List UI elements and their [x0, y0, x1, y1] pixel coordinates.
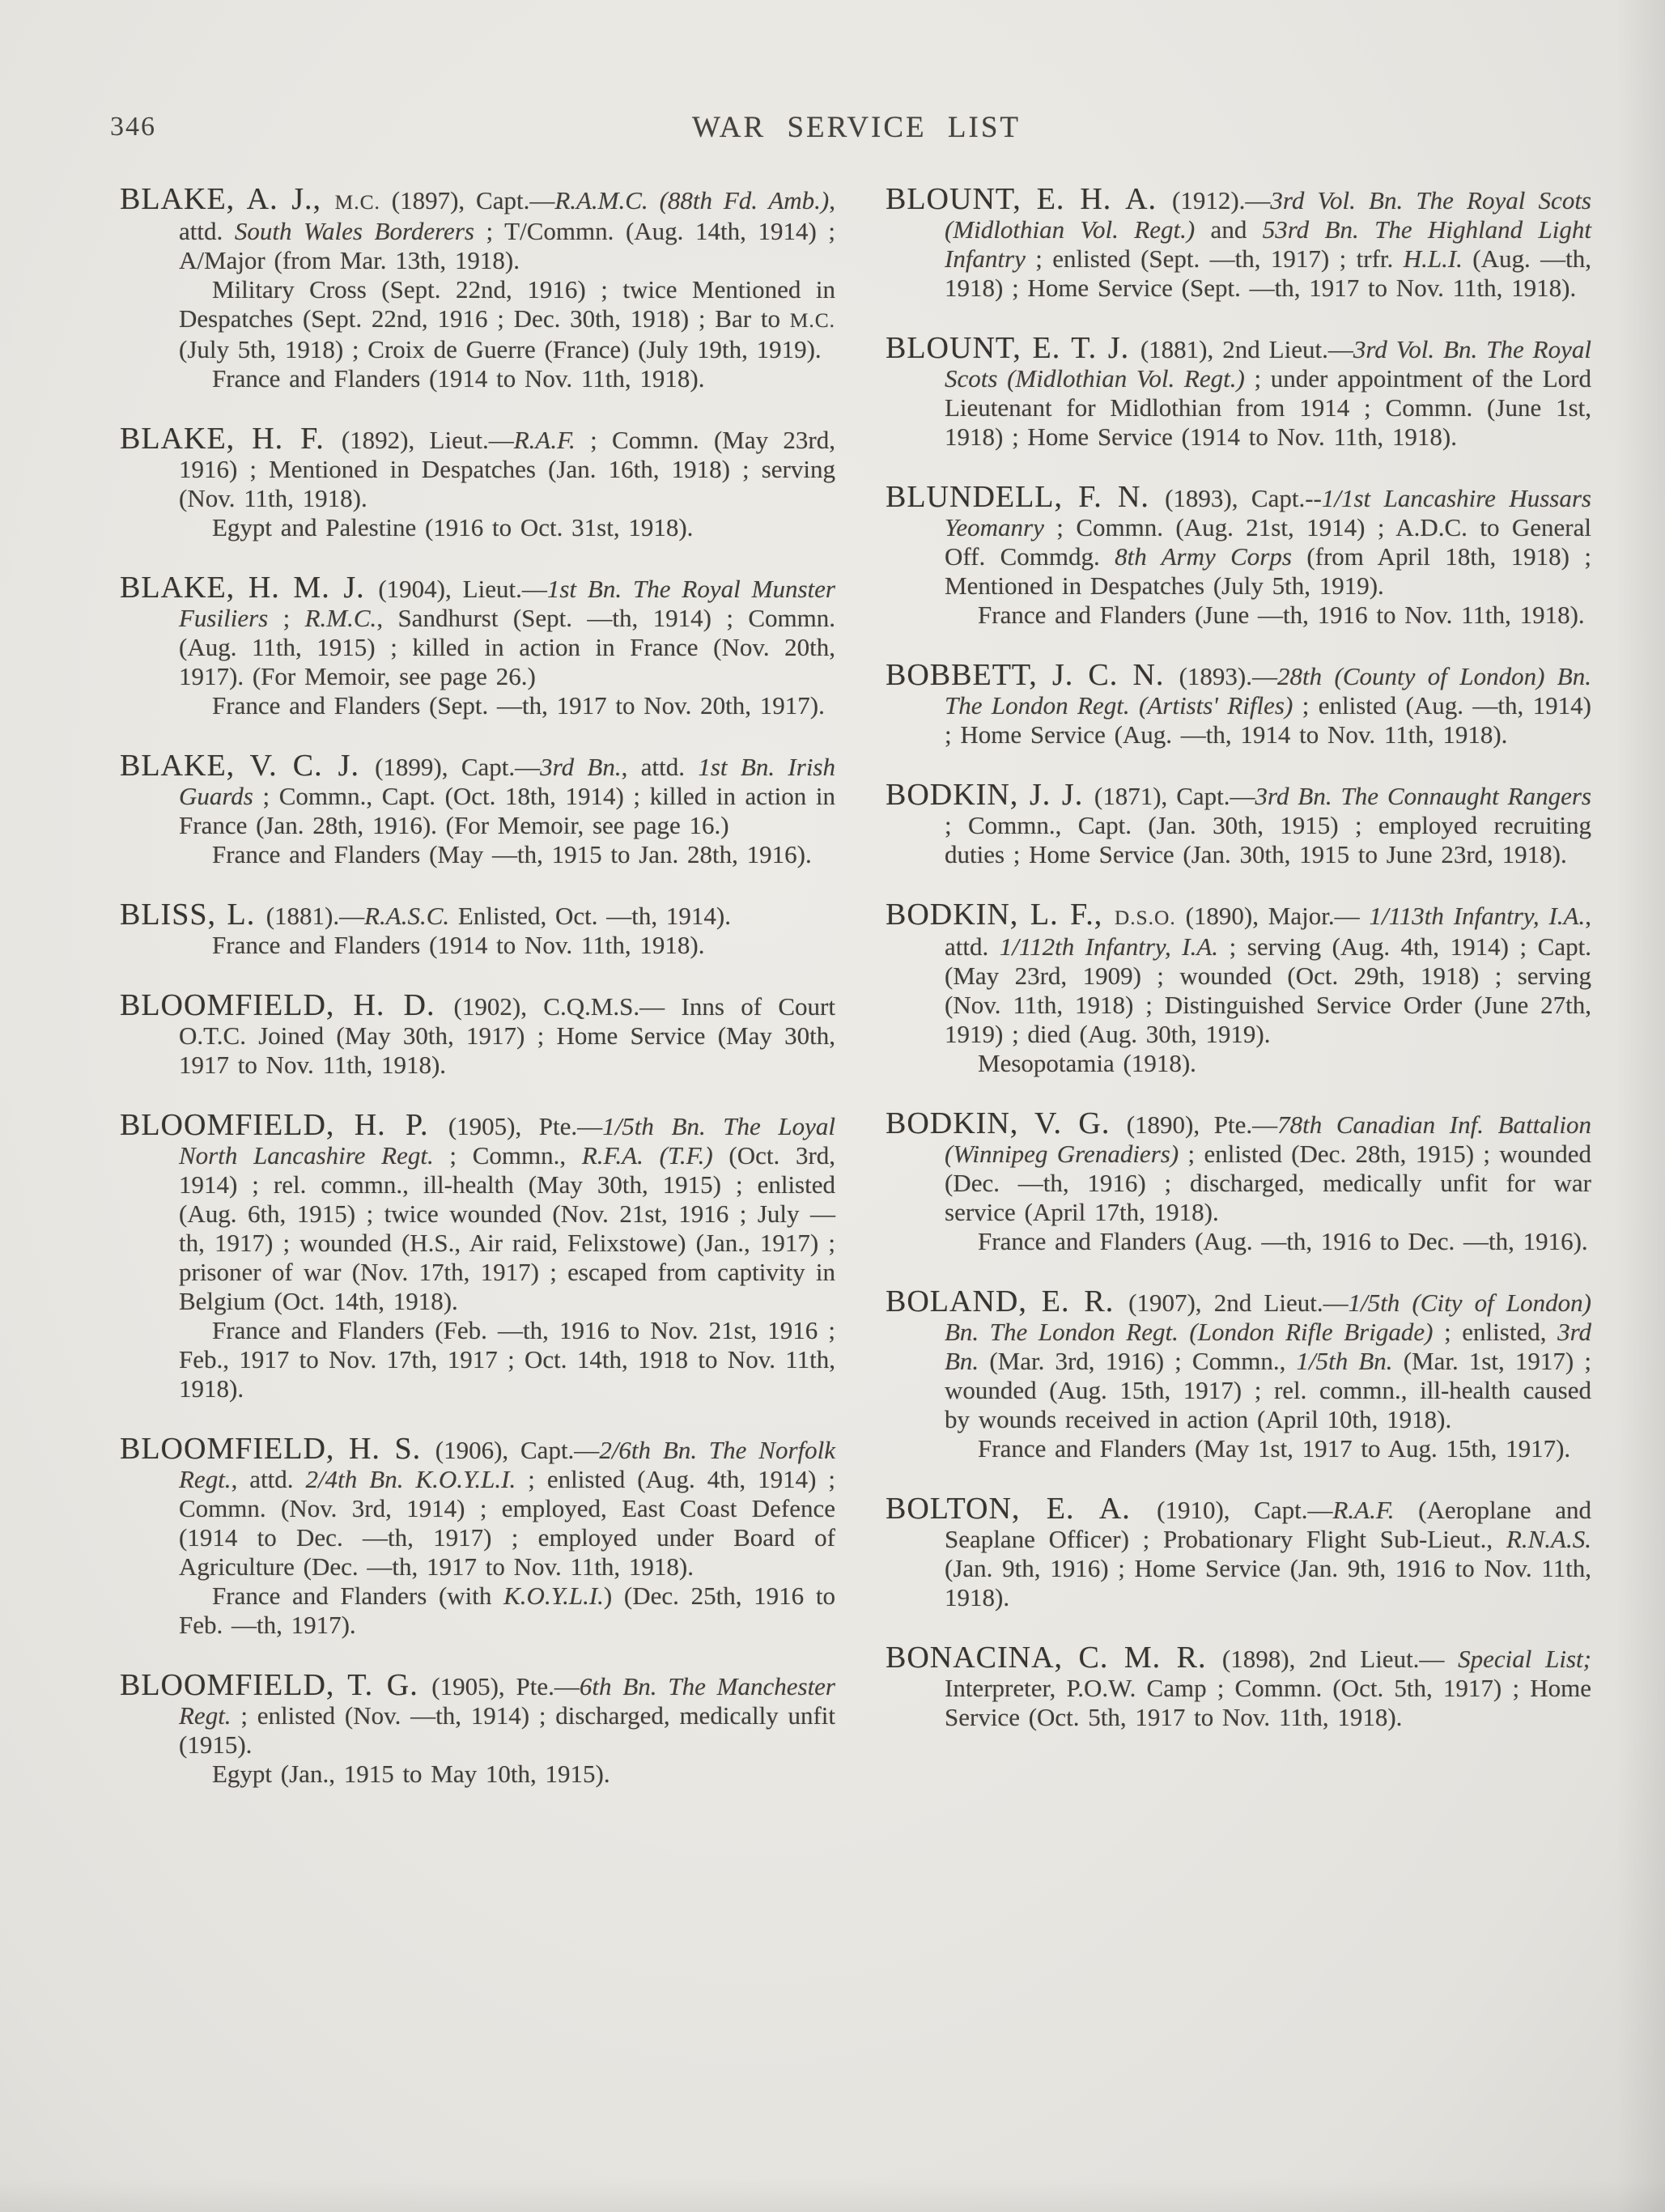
- service-entry: [886, 780, 1591, 869]
- unit-name-italic: Special List;: [1458, 1645, 1591, 1673]
- service-entry: [886, 482, 1591, 630]
- text-segment: Enlisted, Oct. —th, 1914).: [449, 902, 731, 930]
- service-entry: [886, 333, 1591, 452]
- unit-name-italic: 28th (County of London) Bn. The London Regt. (Artists' Rifles): [945, 662, 1591, 720]
- text-segment: (1905), Pte.—: [431, 1672, 580, 1700]
- text-segment: ; Commn.,: [433, 1141, 582, 1170]
- text-segment: ; enlisted (Aug. —th, 1914) ; Home Service (Aug. —th, 1914 to Nov. 11th, 1918).: [945, 691, 1592, 749]
- unit-name-italic: 8th Army Corps: [1115, 542, 1292, 571]
- service-entry: [120, 988, 835, 1080]
- text-segment: (July 5th, 1918) ; Croix de Guerre (France) (July 19th, 1919).: [179, 335, 822, 363]
- decoration-abbrev: D.S.O.: [1114, 906, 1176, 929]
- page-title: WAR SERVICE LIST: [691, 111, 1022, 144]
- person-name: BOLAND, E. R.: [886, 1284, 1129, 1318]
- right-column: [886, 182, 1592, 1763]
- text-segment: ;: [268, 604, 305, 632]
- text-segment: ; Commn. (May 23rd, 1916) ; Mentioned in Despatches (Jan. 16th, 1918) ; serving (Nov. 11th, 1918).: [179, 426, 835, 512]
- text-segment: ; under appointment of the Lord Lieutenant for Midlothian from 1914 ; Commn. (June 1st, 1918) ; Home Service (1914 to Nov. 11th, 1918).: [945, 364, 1591, 451]
- page-number: 346: [110, 112, 156, 142]
- person-name: BLOUNT, E. T. J.: [886, 331, 1140, 365]
- text-segment: Egypt and Palestine (1916 to Oct. 31st, 1918).: [212, 513, 694, 541]
- service-record-paragraph: [179, 513, 835, 542]
- text-segment: ; T/Commn. (Aug. 14th, 1914) ; A/Major (from Mar. 13th, 1918).: [179, 217, 835, 274]
- unit-name-italic: 3rd Bn.: [945, 1318, 1591, 1375]
- entry-heading-paragraph: [120, 988, 835, 1080]
- service-entry: [886, 1643, 1591, 1732]
- entry-heading-paragraph: [886, 1106, 1591, 1227]
- decoration-abbrev: M.C.: [334, 191, 380, 214]
- text-segment: France and Flanders (Aug. —th, 1916 to Dec. —th, 1916).: [978, 1227, 1588, 1255]
- unit-name-italic: 1/1st Lancashire Hussars Yeomanry: [945, 484, 1591, 541]
- service-entry: [120, 751, 835, 869]
- service-record-paragraph: [179, 364, 835, 393]
- text-segment: ; enlisted (Sept. —th, 1917) ; trfr.: [1025, 244, 1404, 273]
- entry-heading-paragraph: [886, 1492, 1592, 1612]
- text-segment: (1893).—: [1179, 662, 1277, 690]
- entry-heading-paragraph: [886, 331, 1591, 452]
- entry-heading-paragraph: [886, 182, 1592, 303]
- unit-name-italic: 3rd Bn.: [540, 753, 622, 781]
- entry-heading-paragraph: [886, 778, 1591, 869]
- unit-name-italic: K.O.Y.L.I.: [503, 1582, 604, 1610]
- service-record-paragraph: [179, 1316, 835, 1403]
- unit-name-italic: (88th Fd. Amb.): [659, 186, 830, 214]
- text-segment: (1906), Capt.—: [435, 1436, 600, 1464]
- entry-heading-paragraph: [120, 1108, 836, 1316]
- text-segment: France and Flanders (1914 to Nov. 11th, 1918).: [212, 931, 705, 959]
- text-segment: , Sandhurst (Sept. —th, 1914) ; Commn. (Aug. 11th, 1915) ; killed in action in France (Nov. 20th, 1917). (For Memoir, see page 26.): [179, 604, 835, 690]
- entry-heading-paragraph: [886, 658, 1592, 749]
- unit-name-italic: South Wales Borderers: [234, 217, 474, 245]
- entry-heading-paragraph: [120, 1432, 835, 1582]
- service-entry: [120, 182, 835, 393]
- text-segment: France and Flanders (1914 to Nov. 11th, 1918).: [212, 364, 705, 393]
- text-segment: (from April 18th, 1918) ; Mentioned in Despatches (July 5th, 1919).: [945, 542, 1591, 600]
- text-segment: (1898), 2nd Lieut.—: [1221, 1645, 1459, 1673]
- text-segment: ; enlisted (Aug. 4th, 1914) ; Commn. (Nov. 3rd, 1914) ; employed, East Coast Defence (1914 to Dec. —th, 1917) ; employed under Board of Agriculture (Dec. —th, 1917 to Nov. 11th, 1918).: [179, 1465, 835, 1581]
- person-name: BLOUNT, E. H. A.: [886, 182, 1172, 216]
- entry-heading-paragraph: [120, 749, 835, 840]
- service-entry: [120, 1110, 835, 1403]
- unit-name-italic: R.F.A. (T.F.): [581, 1141, 713, 1170]
- page-edge-shadow: [1616, 0, 1665, 2212]
- person-name: BLISS, L.: [120, 898, 266, 932]
- service-record-paragraph: [945, 1227, 1591, 1256]
- unit-name-italic: 2/4th Bn. K.O.Y.L.I.: [305, 1465, 516, 1493]
- text-segment: (1907), 2nd Lieut.—: [1128, 1289, 1349, 1317]
- person-name: BLOOMFIELD, T. G.: [120, 1668, 432, 1702]
- person-name: BLAKE, H. M. J.: [120, 571, 379, 605]
- text-segment: Mesopotamia (1918).: [978, 1049, 1196, 1077]
- person-name: BONACINA, C. M. R.: [886, 1641, 1222, 1675]
- text-segment: France and Flanders (Sept. —th, 1917 to Nov. 20th, 1917).: [212, 691, 825, 720]
- unit-name-italic: 2/6th Bn. The Norfolk Regt.: [179, 1436, 835, 1493]
- person-name: BLOOMFIELD, H. P.: [120, 1108, 448, 1142]
- service-record-paragraph: [179, 1582, 835, 1640]
- text-segment: (Jan. 9th, 1916) ; Home Service (Jan. 9th, 1916 to Nov. 11th, 1918).: [945, 1554, 1591, 1611]
- service-entry: [886, 182, 1592, 303]
- text-segment: (Oct. 3rd, 1914) ; rel. commn., ill-health (May 30th, 1915) ; enlisted (Aug. 6th, 1915) ; twice wounded (Nov. 21st, 1916 ; July —th, 1917) ; wounded (H.S., Air raid, Felixstowe) (Jan., 1917) ; prisoner of war (Nov. 17th, 1917) ; escaped from captivity in Belgium (Oct. 14th, 1918).: [179, 1141, 836, 1315]
- service-entry: [120, 900, 835, 960]
- unit-name-italic: 1/5th Bn.: [1296, 1347, 1393, 1375]
- text-segment: France and Flanders (Feb. —th, 1916 to Nov. 21st, 1916 ; Feb., 1917 to Nov. 17th, 1917 ; Oct. 14th, 1918 to Nov. 11th, 1918).: [179, 1316, 835, 1403]
- text-segment: (1905), Pte.—: [448, 1112, 603, 1140]
- unit-name-italic: 3rd Vol. Bn. The Royal Scots (Midlothian Vol. Regt.): [945, 186, 1591, 244]
- text-segment: , attd.: [945, 902, 1591, 961]
- unit-name-italic: R.A.S.C.: [364, 902, 450, 930]
- unit-name-italic: 3rd Bn. The Connaught Rangers: [1255, 782, 1591, 810]
- text-segment: , attd.: [231, 1465, 306, 1493]
- unit-name-italic: 1/5th Bn. The Loyal North Lancashire Regt.: [179, 1112, 836, 1170]
- text-segment: France and Flanders (with: [212, 1582, 504, 1610]
- unit-name-italic: R.N.A.S.: [1506, 1525, 1591, 1553]
- text-segment: ; Commn., Capt. (Oct. 18th, 1914) ; killed in action in France (Jan. 28th, 1916). (For Memoir, see page 16.): [179, 782, 835, 839]
- service-record-paragraph: [179, 1760, 835, 1789]
- service-entry: [886, 1494, 1591, 1612]
- entry-heading-paragraph: [120, 422, 835, 513]
- unit-name-italic: R.A.F.: [513, 426, 576, 454]
- person-name: BLAKE, A. J.,: [120, 182, 335, 216]
- service-record-paragraph: [179, 275, 835, 364]
- entry-heading-paragraph: [120, 182, 835, 275]
- text-segment: (1893), Capt.--: [1165, 484, 1322, 512]
- text-segment: Egypt (Jan., 1915 to May 10th, 1915).: [212, 1760, 610, 1788]
- text-segment: (1912).—: [1172, 186, 1271, 214]
- text-segment: ; enlisted (Nov. —th, 1914) ; discharged, medically unfit (1915).: [179, 1701, 835, 1759]
- text-segment: , attd.: [621, 753, 699, 781]
- unit-name-italic: R.A.M.C.: [554, 186, 648, 214]
- text-segment: (1871), Capt.—: [1094, 782, 1255, 810]
- service-entry: [886, 900, 1591, 1078]
- entry-heading-paragraph: [120, 571, 835, 691]
- unit-name-italic: 1/5th (City of London) Bn. The London Regt. (London Rifle Brigade): [945, 1289, 1591, 1346]
- service-entry: [120, 1434, 835, 1640]
- text-segment: France and Flanders (May 1st, 1917 to Aug. 15th, 1917).: [978, 1434, 1571, 1463]
- text-segment: (1892), Lieut.—: [341, 426, 514, 454]
- text-segment: ; Commn., Capt. (Jan. 30th, 1915) ; employed recruiting duties ; Home Service (Jan. 30th, 1915 to June 23rd, 1918).: [945, 811, 1591, 868]
- text-segment: (Aug. —th, 1918) ; Home Service (Sept. —th, 1917 to Nov. 11th, 1918).: [945, 244, 1592, 302]
- page-bottom-shadow: [0, 2180, 1665, 2212]
- text-segment: (1890), Pte.—: [1126, 1110, 1278, 1139]
- service-record-paragraph: [945, 1049, 1591, 1078]
- text-segment: (Mar. 3rd, 1916) ; Commn.,: [979, 1347, 1297, 1375]
- text-segment: ) (Dec. 25th, 1916 to Feb. —th, 1917).: [179, 1582, 836, 1639]
- entry-heading-paragraph: [886, 1641, 1591, 1732]
- entry-heading-paragraph: [886, 480, 1591, 601]
- decoration-abbrev: M.C.: [789, 309, 835, 332]
- service-record-paragraph: [945, 601, 1591, 630]
- entry-heading-paragraph: [120, 898, 835, 932]
- text-segment: (1881).—: [265, 902, 365, 930]
- service-entry: [120, 424, 835, 542]
- text-segment: Interpreter, P.O.W. Camp ; Commn. (Oct. 5th, 1917) ; Home Service (Oct. 5th, 1917 to Nov. 11th, 1918).: [945, 1674, 1591, 1731]
- unit-name-italic: 3rd Vol. Bn. The Royal Scots (Midlothian Vol. Regt.): [945, 335, 1591, 393]
- person-name: BLUNDELL, F. N.: [886, 480, 1166, 514]
- unit-name-italic: R.A.F.: [1332, 1496, 1395, 1524]
- text-segment: (1897), Capt.—: [380, 186, 555, 214]
- unit-name-italic: R.M.C.: [304, 604, 377, 632]
- unit-name-italic: 6th Bn. The Manchester Regt.: [179, 1672, 835, 1730]
- text-segment: (1902), C.Q.M.S.— Inns of Court O.T.C. Joined (May 30th, 1917) ; Home Service (May 30th, 1917 to Nov. 11th, 1918).: [179, 992, 835, 1079]
- unit-name-italic: 78th Canadian Inf. Battalion (Winnipeg Grenadiers): [945, 1110, 1591, 1168]
- person-name: BOLTON, E. A.: [886, 1492, 1157, 1526]
- text-segment: (1881), 2nd Lieut.—: [1140, 335, 1353, 363]
- text-segment: (1904), Lieut.—: [378, 575, 547, 603]
- service-entry: [886, 1284, 1591, 1463]
- text-segment: France and Flanders (June —th, 1916 to Nov. 11th, 1918).: [978, 601, 1585, 629]
- unit-name-italic: 1/112th Infantry, I.A.: [999, 932, 1219, 961]
- unit-name-italic: H.L.I.: [1403, 244, 1463, 273]
- person-name: BLOOMFIELD, H. S.: [120, 1432, 435, 1466]
- text-segment: (Aeroplane and Seaplane Officer) ; Probationary Flight Sub-Lieut.,: [945, 1496, 1592, 1553]
- text-segment: ; enlisted,: [1433, 1318, 1558, 1346]
- person-name: BOBBETT, J. C. N.: [886, 658, 1179, 692]
- entry-heading-paragraph: [886, 898, 1591, 1049]
- text-segment: (1910), Capt.—: [1157, 1496, 1333, 1524]
- person-name: BLAKE, V. C. J.: [120, 749, 376, 783]
- text-segment: (1890), Major.—: [1175, 902, 1370, 930]
- service-entry: [886, 1106, 1591, 1256]
- unit-name-italic: 1/113th Infantry, I.A.: [1369, 902, 1586, 930]
- person-name: BODKIN, V. G.: [886, 1106, 1127, 1140]
- unit-name-italic: 1st Bn. The Royal Munster Fusiliers: [179, 575, 835, 632]
- text-segment: ; enlisted (Dec. 28th, 1915) ; wounded (Dec. —th, 1916) ; discharged, medically unfit for war service (April 17th, 1918).: [945, 1140, 1591, 1226]
- text-segment: (1899), Capt.—: [375, 753, 541, 781]
- service-record-paragraph: [179, 840, 835, 869]
- person-name: BLOOMFIELD, H. D.: [120, 988, 454, 1022]
- service-entry: [886, 660, 1591, 749]
- text-segment: France and Flanders (May —th, 1915 to Jan. 28th, 1916).: [212, 840, 812, 868]
- text-segment: (Mar. 1st, 1917) ; wounded (Aug. 15th, 1917) ; rel. commn., ill-health caused by wounds received in action (April 10th, 1918).: [945, 1347, 1591, 1433]
- text-segment: , attd.: [179, 186, 835, 245]
- text-segment: and: [1195, 215, 1263, 244]
- text-segment: ; serving (Aug. 4th, 1914) ; Capt. (May 23rd, 1909) ; wounded (Oct. 29th, 1918) ; serving (Nov. 11th, 1918) ; Distinguished Service Order (June 27th, 1919) ; died (Aug. 30th, 1919).: [945, 932, 1591, 1048]
- left-column: [120, 182, 836, 1819]
- unit-name-italic: 53rd Bn. The Highland Light Infantry: [945, 215, 1591, 273]
- service-entry: [120, 573, 835, 720]
- unit-name-italic: 1st Bn. Irish Guards: [179, 753, 835, 810]
- person-name: BLAKE, H. F.: [120, 422, 342, 456]
- service-record-paragraph: [179, 931, 835, 960]
- text-segment: ; Commn. (Aug. 21st, 1914) ; A.D.C. to General Off. Commdg.: [945, 513, 1591, 571]
- service-entry: [120, 1668, 835, 1789]
- service-record-paragraph: [179, 691, 835, 720]
- text-segment: Military Cross (Sept. 22nd, 1916) ; twice Mentioned in Despatches (Sept. 22nd, 1916 ; Dec. 30th, 1918) ; Bar to: [179, 275, 835, 333]
- entry-heading-paragraph: [886, 1284, 1591, 1434]
- person-name: BODKIN, J. J.: [886, 778, 1094, 812]
- person-name: BODKIN, L. F.,: [886, 898, 1115, 932]
- entry-heading-paragraph: [120, 1668, 835, 1760]
- text-segment: [648, 186, 660, 214]
- service-record-paragraph: [945, 1434, 1591, 1463]
